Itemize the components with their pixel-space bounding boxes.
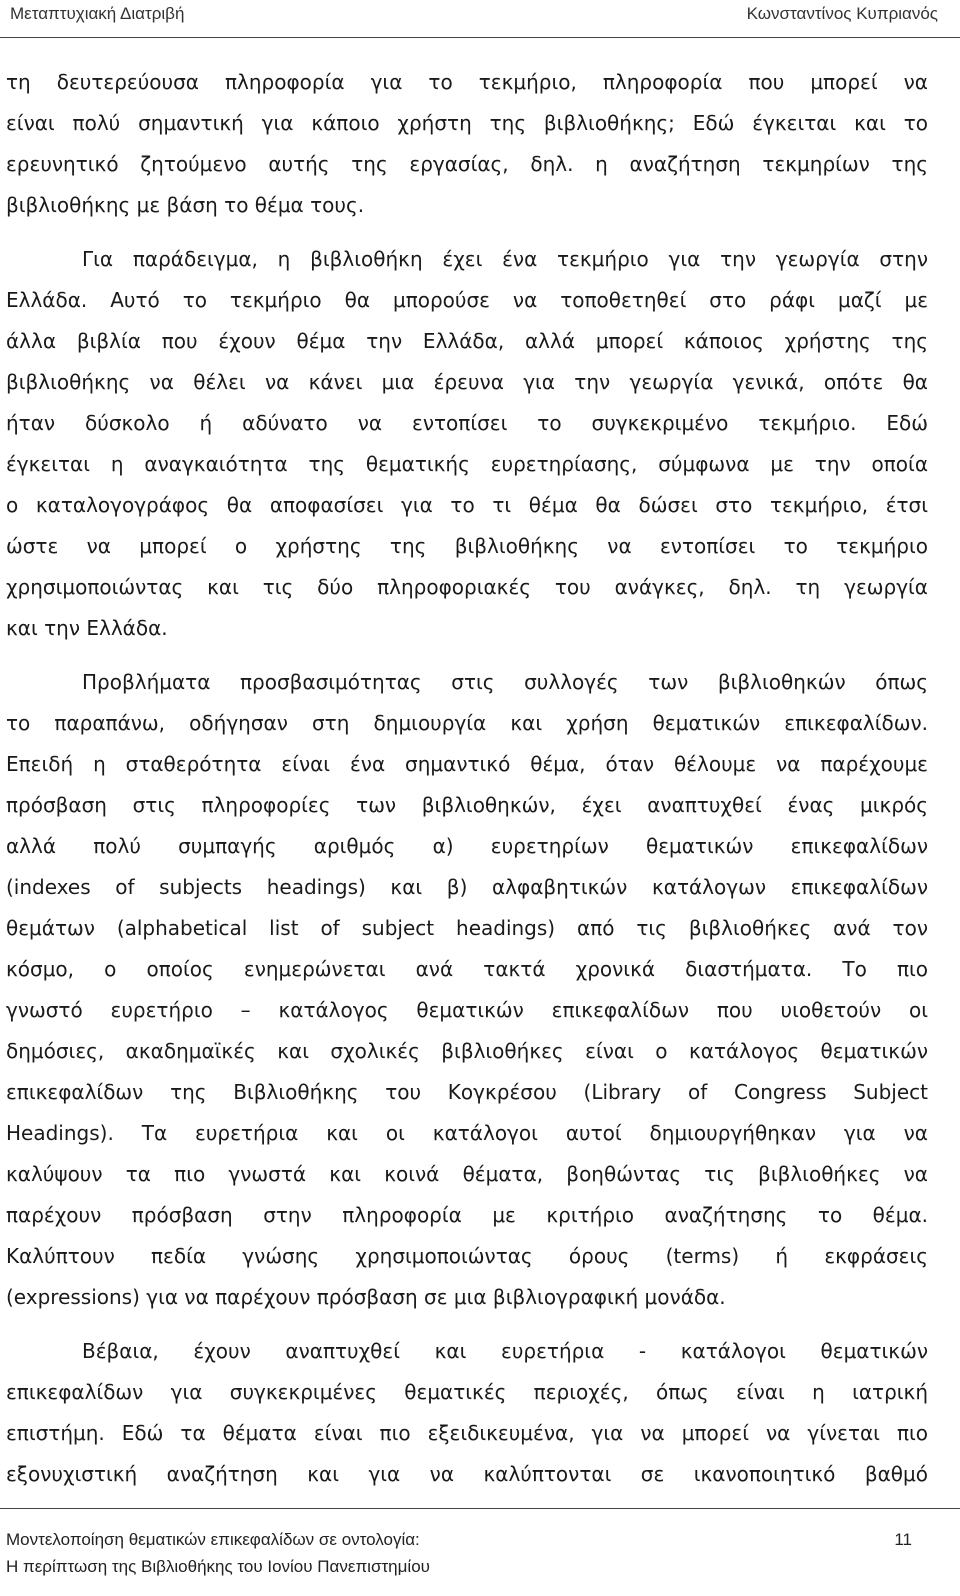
- text-line: το παραπάνω, οδήγησαν στη δημιουργία και χρήση θεματικών επικεφαλίδων.: [6, 711, 928, 735]
- text-line: Καλύπτουν πεδία γνώσης χρησιμοποιώντας όρους (terms) ή εκφράσεις: [6, 1244, 928, 1268]
- page-footer: [0, 1508, 960, 1596]
- text-line: βιβλιοθήκης με βάση το θέμα τους.: [6, 193, 365, 217]
- text-line: ώστε να μπορεί ο χρήστης της βιβλιοθήκης να εντοπίσει το τεκμήριο: [6, 534, 928, 558]
- text-line: κόσμο, ο οποίος ενημερώνεται ανά τακτά χρονικά διαστήματα. Το πιο: [6, 957, 928, 981]
- text-line: δημόσιες, ακαδημαϊκές και σχολικές βιβλιοθήκες είναι ο κατάλογος θεματικών: [6, 1039, 928, 1063]
- text-line: θεμάτων (alphabetical list of subject headings) από τις βιβλιοθήκες ανά τον: [6, 916, 928, 940]
- paragraph-gap: [0, 226, 960, 239]
- text-line: τη δευτερεύουσα πληροφορία για το τεκμήριο, πληροφορία που μπορεί να: [6, 70, 928, 94]
- text-line: ήταν δύσκολο ή αδύνατο να εντοπίσει το συγκεκριμένο τεκμήριο. Εδώ: [6, 411, 928, 435]
- page-number: 11: [894, 1530, 912, 1549]
- paragraph: [0, 1331, 960, 1495]
- text-line: (expressions) για να παρέχουν πρόσβαση σε μια βιβλιογραφική μονάδα.: [6, 1285, 726, 1309]
- footer-title-line-2: Η περίπτωση της Βιβλιοθήκης του Ιονίου Πανεπιστημίου: [6, 1557, 430, 1576]
- header-thesis-type: Μεταπτυχιακή Διατριβή: [10, 4, 185, 23]
- text-line: επικεφαλίδων για συγκεκριμένες θεματικές περιοχές, όπως είναι η ιατρική: [6, 1380, 928, 1404]
- paragraph: [0, 662, 960, 1318]
- text-line: Προβλήματα προσβασιμότητας στις συλλογές των βιβλιοθηκών όπως: [82, 670, 928, 694]
- footer-title-line-1: Μοντελοποίηση θεματικών επικεφαλίδων σε οντολογία:: [6, 1530, 420, 1549]
- text-line: είναι πολύ σημαντική για κάποιο χρήστη της βιβλιοθήκης; Εδώ έγκειται και το: [6, 111, 928, 135]
- text-line: ο καταλογογράφος θα αποφασίσει για το τι θέμα θα δώσει στο τεκμήριο, έτσι: [6, 493, 928, 517]
- paragraph: [0, 62, 960, 226]
- paragraph: [0, 239, 960, 649]
- text-line: χρησιμοποιώντας και τις δύο πληροφοριακές του ανάγκες, δηλ. τη γεωργία: [6, 575, 928, 599]
- text-line: έγκειται η αναγκαιότητα της θεματικής ευρετηρίασης, σύμφωνα με την οποία: [6, 452, 928, 476]
- header-rule: [0, 37, 960, 38]
- page-header: [0, 0, 960, 42]
- text-line: Για παράδειγμα, η βιβλιοθήκη έχει ένα τεκμήριο για την γεωργία στην: [82, 247, 928, 271]
- text-line: εξονυχιστική αναζήτηση και για να καλύπτονται σε ικανοποιητικό βαθμό: [6, 1462, 928, 1486]
- text-line: βιβλιοθήκης να θέλει να κάνει μια έρευνα για την γεωργία γενικά, οπότε θα: [6, 370, 928, 394]
- text-line: άλλα βιβλία που έχουν θέμα την Ελλάδα, αλλά μπορεί κάποιος χρήστης της: [6, 329, 928, 353]
- paragraph-gap: [0, 649, 960, 662]
- text-line: (indexes of subjects headings) και β) αλφαβητικών κατάλογων επικεφαλίδων: [6, 875, 928, 899]
- text-line: ερευνητικό ζητούμενο αυτής της εργασίας, δηλ. η αναζήτηση τεκμηρίων της: [6, 152, 928, 176]
- text-line: Επειδή η σταθερότητα είναι ένα σημαντικό θέμα, όταν θέλουμε να παρέχουμε: [6, 752, 928, 776]
- text-line: Βέβαια, έχουν αναπτυχθεί και ευρετήρια - κατάλογοι θεματικών: [82, 1339, 928, 1363]
- paragraph-gap: [0, 1318, 960, 1331]
- text-line: Ελλάδα. Αυτό το τεκμήριο θα μπορούσε να τοποθετηθεί στο ράφι μαζί με: [6, 288, 928, 312]
- text-line: καλύψουν τα πιο γνωστά και κοινά θέματα, βοηθώντας τις βιβλιοθήκες να: [6, 1162, 928, 1186]
- text-line: αλλά πολύ συμπαγής αριθμός α) ευρετηρίων θεματικών επικεφαλίδων: [6, 834, 928, 858]
- text-line: επιστήμη. Εδώ τα θέματα είναι πιο εξειδικευμένα, για να μπορεί να γίνεται πιο: [6, 1421, 928, 1445]
- text-line: επικεφαλίδων της Βιβλιοθήκης του Κογκρέσου (Library of Congress Subject: [6, 1080, 928, 1104]
- text-line: και την Ελλάδα.: [6, 616, 168, 640]
- text-line: παρέχουν πρόσβαση στην πληροφορία με κριτήριο αναζήτησης το θέμα.: [6, 1203, 928, 1227]
- text-line: πρόσβαση στις πληροφορίες των βιβλιοθηκών, έχει αναπτυχθεί ένας μικρός: [6, 793, 928, 817]
- header-author: Κωνσταντίνος Κυπριανός: [746, 4, 938, 23]
- text-line: Headings). Τα ευρετήρια και οι κατάλογοι αυτοί δημιουργήθηκαν για να: [6, 1121, 928, 1145]
- footer-rule: [0, 1508, 960, 1509]
- document-body: [0, 62, 960, 1502]
- text-line: γνωστό ευρετήριο – κατάλογος θεματικών επικεφαλίδων που υιοθετούν οι: [6, 998, 928, 1022]
